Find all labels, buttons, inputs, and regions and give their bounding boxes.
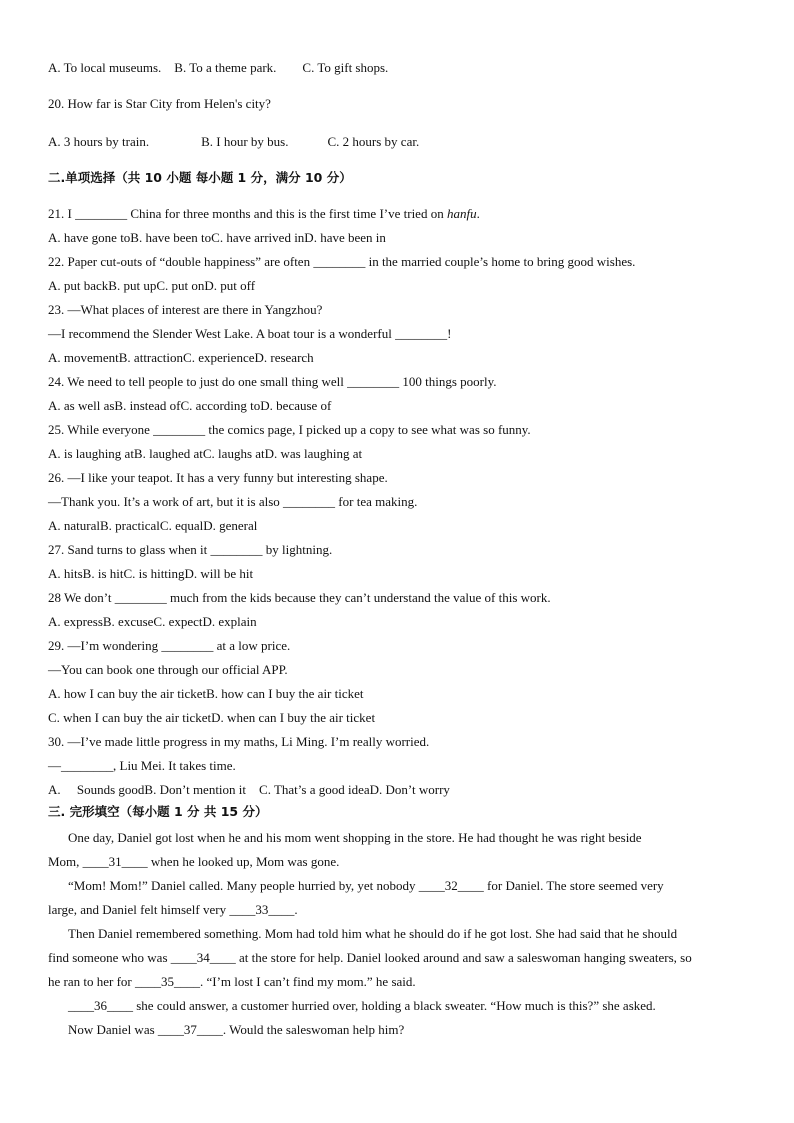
- q23-stem: 23. —What places of interest are there in Yangzhou?: [48, 302, 323, 317]
- q25-options: A. is laughing atB. laughed atC. laughs atD. was laughing at: [48, 446, 363, 461]
- q24-stem: 24. We need to tell people to just do one small thing well ________ 100 things poorly.: [48, 374, 497, 389]
- cloze-paragraph-3-line-3: he ran to her for ____35____. “I’m lost I can’t find my mom.” he said.: [48, 974, 416, 989]
- q22-stem: 22. Paper cut-outs of “double happiness” are often ________ in the married couple’s home to bring good wishes.: [48, 254, 636, 269]
- q29-reply: —You can book one through our official APP.: [48, 662, 288, 677]
- q27-options: A. hitsB. is hitC. is hittingD. will be hit: [48, 566, 254, 581]
- q24-options: A. as well asB. instead ofC. according toD. because of: [48, 398, 332, 413]
- cloze-paragraph-5: Now Daniel was ____37____. Would the saleswoman help him?: [68, 1022, 405, 1037]
- q26-reply: —Thank you. It’s a work of art, but it is also ________ for tea making.: [48, 494, 418, 509]
- q21-stem: [48, 206, 746, 222]
- q30-stem: 30. —I’ve made little progress in my maths, Li Ming. I’m really worried.: [48, 734, 430, 749]
- q22-options: A. put backB. put upC. put onD. put off: [48, 278, 256, 293]
- section-2-heading: 二.单项选择（共 10 小题 每小题 1 分，满分 10 分）: [48, 170, 352, 185]
- cloze-paragraph-2-line-2: large, and Daniel felt himself very ____33____.: [48, 902, 298, 917]
- cloze-paragraph-3-line-1: Then Daniel remembered something. Mom had told him what he should do if he got lost. She had said that he should: [68, 926, 678, 941]
- cloze-paragraph-2-line-1: “Mom! Mom!” Daniel called. Many people hurried by, yet nobody ____32____ for Daniel. The store seemed very: [68, 878, 664, 893]
- cloze-paragraph-1-line-2: Mom, ____31____ when he looked up, Mom was gone.: [48, 854, 340, 869]
- q23-options: A. movementB. attractionC. experienceD. research: [48, 350, 314, 365]
- section-3-heading: 三. 完形填空（每小题 1 分 共 15 分）: [48, 804, 268, 819]
- q20-options: A. 3 hours by train. B. I hour by bus. C. 2 hours by car.: [48, 134, 420, 149]
- q21-italic-word: hanfu: [446, 206, 477, 221]
- q28-stem: 28 We don’t ________ much from the kids because they can’t understand the value of this work.: [48, 590, 551, 605]
- cloze-paragraph-3-line-2: find someone who was ____34____ at the store for help. Daniel looked around and saw a saleswoman hanging sweaters, so: [48, 950, 692, 965]
- q26-stem: 26. —I like your teapot. It has a very funny but interesting shape.: [48, 470, 388, 485]
- q29-stem: 29. —I’m wondering ________ at a low price.: [48, 638, 291, 653]
- cloze-paragraph-4: ____36____ she could answer, a customer hurried over, holding a black sweater. “How much is this?” she asked.: [68, 998, 656, 1013]
- q28-options: A. expressB. excuseC. expectD. explain: [48, 614, 257, 629]
- q19-options: A. To local museums. B. To a theme park. C. To gift shops.: [48, 60, 389, 75]
- q30-options: A. Sounds goodB. Don’t mention it C. That’s a good ideaD. Don’t worry: [48, 782, 450, 797]
- q29-options-ab: A. how I can buy the air ticketB. how can I buy the air ticket: [48, 686, 364, 701]
- q21-options: A. have gone toB. have been toC. have arrived inD. have been in: [48, 230, 386, 245]
- q27-stem: 27. Sand turns to glass when it ________ by lightning.: [48, 542, 333, 557]
- q25-stem: 25. While everyone ________ the comics page, I picked up a copy to see what was so funny.: [48, 422, 531, 437]
- q20-stem: 20. How far is Star City from Helen's city?: [48, 96, 271, 111]
- q30-reply: —________, Liu Mei. It takes time.: [48, 758, 236, 773]
- q26-options: A. naturalB. practicalC. equalD. general: [48, 518, 258, 533]
- q29-options-cd: C. when I can buy the air ticketD. when can I buy the air ticket: [48, 710, 376, 725]
- q21-stem-end: .: [476, 206, 480, 221]
- q23-reply: —I recommend the Slender West Lake. A boat tour is a wonderful ________!: [48, 326, 452, 341]
- cloze-paragraph-1-line-1: One day, Daniel got lost when he and his mom went shopping in the store. He had thought he was right beside: [68, 830, 642, 845]
- q21-stem-text: 21. I ________ China for three months and this is the first time I’ve tried on: [48, 206, 447, 221]
